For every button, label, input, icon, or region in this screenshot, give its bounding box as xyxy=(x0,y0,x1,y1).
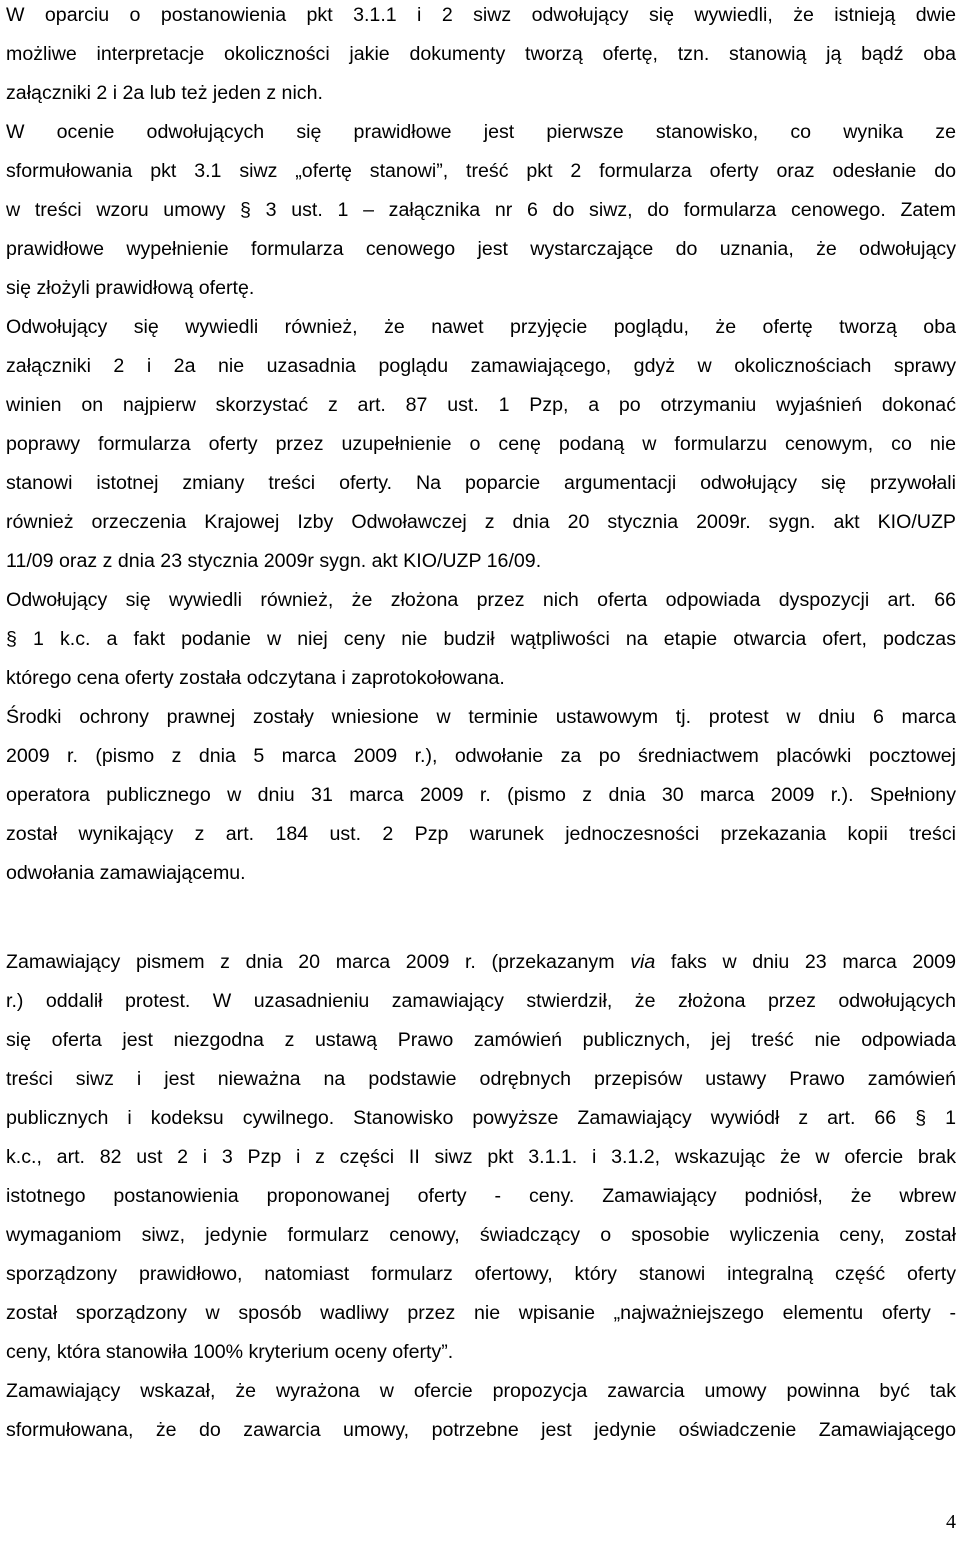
text-line: r.) oddalił protest. W uzasadnieniu zamawiający stwierdził, że złożona przez odwołujących xyxy=(6,990,956,1012)
text-line: został wynikający z art. 184 ust. 2 Pzp warunek jednoczesności przekazania kopii treści xyxy=(6,823,956,845)
text-line: poprawy formularza oferty przez uzupełnienie o cenę podaną w formularzu cenowym, co nie xyxy=(6,433,956,455)
text-line: ceny, która stanowiła 100% kryterium oceny oferty”. xyxy=(6,1341,454,1363)
text-line: operatora publicznego w dniu 31 marca 2009 r. (pismo z dnia 30 marca 2009 r.). Spełniony xyxy=(6,784,956,806)
text-line: się złożyli prawidłową ofertę. xyxy=(6,277,255,299)
text-line: Odwołujący się wywiedli również, że złożona przez nich oferta odpowiada dyspozycji art. 66 xyxy=(6,589,956,611)
text-line: wymaganiom siwz, jedynie formularz cenowy, świadczący o sposobie wyliczenia ceny, został xyxy=(6,1224,956,1246)
text-line: treści siwz i jest nieważna na podstawie odrębnych przepisów ustawy Prawo zamówień xyxy=(6,1068,956,1090)
text-line: możliwe interpretacje okoliczności jakie dokumenty tworzą ofertę, tzn. stanowią ją bądź oba xyxy=(6,43,956,65)
text-line: 11/09 oraz z dnia 23 stycznia 2009r sygn. akt KIO/UZP 16/09. xyxy=(6,550,542,572)
text-line: Odwołujący się wywiedli również, że nawet przyjęcie poglądu, że ofertę tworzą oba xyxy=(6,316,956,338)
text-line: prawidłowe wypełnienie formularza cenowego jest wystarczające do uznania, że odwołujący xyxy=(6,238,956,260)
text-line: sformułowania pkt 3.1 siwz „ofertę stanowi”, treść pkt 2 formularza oferty oraz odesłanie do xyxy=(6,160,956,182)
text-line: się oferta jest niezgodna z ustawą Prawo zamówień publicznych, jej treść nie odpowiada xyxy=(6,1029,956,1051)
italic-term: via xyxy=(630,951,656,973)
text-line: W ocenie odwołujących się prawidłowe jest pierwsze stanowisko, co wynika ze xyxy=(6,121,956,143)
text-line: Środki ochrony prawnej zostały wniesione w terminie ustawowym tj. protest w dniu 6 marca xyxy=(6,706,956,728)
text-line: którego cena oferty została odczytana i zaprotokołowana. xyxy=(6,667,505,689)
paragraph-gap xyxy=(6,897,956,947)
text-line: również orzeczenia Krajowej Izby Odwoławczej z dnia 20 stycznia 2009r. sygn. akt KIO/UZP xyxy=(6,511,956,533)
text-line: publicznych i kodeksu cywilnego. Stanowisko powyższe Zamawiający wywiódł z art. 66 § 1 xyxy=(6,1107,956,1129)
text-line: Zamawiający wskazał, że wyrażona w ofercie propozycja zawarcia umowy powinna być tak xyxy=(6,1380,956,1402)
text-line: istotnego postanowienia proponowanej oferty - ceny. Zamawiający podniósł, że wbrew xyxy=(6,1185,956,1207)
text-line: został sporządzony w sposób wadliwy przez nie wpisanie „najważniejszego elementu oferty - xyxy=(6,1302,956,1324)
text-line: W oparciu o postanowienia pkt 3.1.1 i 2 siwz odwołujący się wywiedli, że istnieją dwie xyxy=(6,4,956,26)
page-number: 4 xyxy=(946,1511,956,1533)
document-page xyxy=(6,0,956,1454)
text-line: sporządzony prawidłowo, natomiast formularz ofertowy, który stanowi integralną część oferty xyxy=(6,1263,956,1285)
text-line: załączniki 2 i 2a lub też jeden z nich. xyxy=(6,82,323,104)
text-run: Zamawiający pismem z dnia 20 marca 2009 r. (przekazanym xyxy=(6,951,631,973)
text-line: załączniki 2 i 2a nie uzasadnia poglądu zamawiającego, gdyż w okolicznościach sprawy xyxy=(6,355,956,377)
text-line: w treści wzoru umowy § 3 ust. 1 – załącznika nr 6 do siwz, do formularza cenowego. Zatem xyxy=(6,199,956,221)
text-line: odwołania zamawiającemu. xyxy=(6,862,246,884)
text-line: 2009 r. (pismo z dnia 5 marca 2009 r.), odwołanie za po średniactwem placówki pocztowej xyxy=(6,745,956,767)
text-run: faks w dniu 23 marca 2009 xyxy=(655,951,956,973)
text-line xyxy=(6,947,956,986)
text-line: § 1 k.c. a fakt podanie w niej ceny nie budził wątpliwości na etapie otwarcia ofert, podczas xyxy=(6,628,956,650)
text-line: sformułowana, że do zawarcia umowy, potrzebne jest jedynie oświadczenie Zamawiającego xyxy=(6,1419,956,1441)
text-line: winien on najpierw skorzystać z art. 87 ust. 1 Pzp, a po otrzymaniu wyjaśnień dokonać xyxy=(6,394,956,416)
text-line: stanowi istotnej zmiany treści oferty. Na poparcie argumentacji odwołujący się przywołali xyxy=(6,472,956,494)
text-line: k.c., art. 82 ust 2 i 3 Pzp i z części II siwz pkt 3.1.1. i 3.1.2, wskazując że w ofercie brak xyxy=(6,1146,956,1168)
